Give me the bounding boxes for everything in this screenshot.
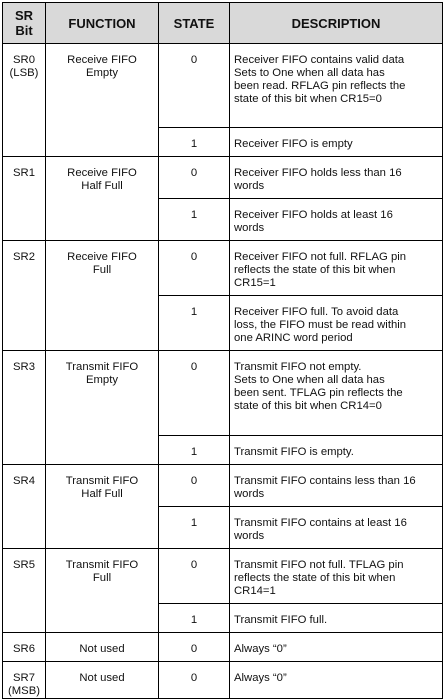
function-cell: [46, 157, 159, 241]
function-label: Receive FIFO: [67, 167, 137, 179]
description-line: Transmit FIFO not empty.: [234, 361, 362, 373]
table-row: [3, 241, 443, 296]
header-sr-bit-line2: Bit: [15, 23, 33, 38]
description-cell: [230, 128, 443, 157]
description-line: words: [234, 530, 265, 542]
description-line: state of this bit when CR15=0: [234, 93, 382, 105]
description-cell: [230, 549, 443, 604]
function-label: Empty: [85, 67, 118, 79]
description-line: Transmit FIFO full.: [234, 614, 328, 626]
description-cell: [230, 241, 443, 296]
header-description: DESCRIPTION: [230, 3, 443, 44]
sr-bit-cell: [3, 465, 46, 549]
function-label: Not used: [79, 672, 125, 684]
function-label: Receive FIFO: [67, 251, 137, 263]
header-sr-bit: [3, 3, 46, 44]
description-cell: [230, 633, 443, 662]
sr-bit-label: SR6: [13, 643, 35, 655]
state-cell: 1: [159, 436, 230, 465]
description-cell: [230, 44, 443, 128]
sr-bit-label: SR2: [13, 251, 35, 263]
table-row: [3, 633, 443, 662]
state-cell: 1: [159, 128, 230, 157]
sr-bit-cell: [3, 351, 46, 465]
sr-bit-cell: [3, 549, 46, 633]
description-line: Always “0”: [234, 672, 287, 684]
table-header-row: [3, 3, 443, 44]
state-cell: 0: [159, 241, 230, 296]
state-cell: 1: [159, 296, 230, 351]
description-line: Transmit FIFO contains less than 16: [234, 475, 416, 487]
sr-bit-cell: [3, 241, 46, 351]
sr-bit-label: SR0: [13, 54, 35, 66]
state-cell: 0: [159, 549, 230, 604]
header-sr-bit-line1: SR: [14, 8, 34, 23]
description-line: loss, the FIFO must be read within: [234, 319, 407, 331]
table-row: [3, 662, 443, 699]
description-cell: [230, 436, 443, 465]
description-line: words: [234, 222, 265, 234]
description-cell: [230, 199, 443, 241]
state-cell: 0: [159, 633, 230, 662]
function-label: Full: [92, 264, 112, 276]
description-line: Sets to One when all data has: [234, 67, 385, 79]
description-line: Always “0”: [234, 643, 287, 655]
function-cell: [46, 633, 159, 662]
description-line: CR14=1: [234, 585, 276, 597]
state-cell: 0: [159, 662, 230, 699]
description-cell: [230, 604, 443, 633]
function-label: Transmit FIFO: [65, 559, 139, 571]
description-line: Transmit FIFO is empty.: [234, 446, 354, 458]
sr-bit-label: SR1: [13, 167, 35, 179]
description-line: Receiver FIFO holds less than 16: [234, 167, 402, 179]
function-label: Transmit FIFO: [65, 475, 139, 487]
table-row: [3, 465, 443, 507]
description-line: words: [234, 488, 265, 500]
state-cell: 0: [159, 157, 230, 199]
function-cell: [46, 351, 159, 465]
sr-bit-cell: [3, 662, 46, 699]
description-line: been sent. TFLAG pin reflects the: [234, 387, 403, 399]
function-cell: [46, 662, 159, 699]
table-row: [3, 351, 443, 436]
description-line: words: [234, 180, 265, 192]
sr-bit-label: SR5: [13, 559, 35, 571]
sr-bit-cell: [3, 157, 46, 241]
description-cell: [230, 662, 443, 699]
function-label: Receive FIFO: [67, 54, 137, 66]
sr-bit-label: SR4: [13, 475, 35, 487]
table-body: [3, 44, 443, 699]
table-row: [3, 44, 443, 128]
description-line: state of this bit when CR14=0: [234, 400, 382, 412]
sr-bit-cell: [3, 633, 46, 662]
description-line: Receiver FIFO contains valid data: [234, 54, 405, 66]
description-line: reflects the state of this bit when: [234, 572, 396, 584]
function-cell: [46, 549, 159, 633]
description-line: Transmit FIFO not full. TFLAG pin: [234, 559, 404, 571]
header-function: FUNCTION: [46, 3, 159, 44]
table-row: [3, 549, 443, 604]
sr-bit-cell: [3, 44, 46, 157]
description-cell: [230, 507, 443, 549]
function-label: Empty: [85, 374, 118, 386]
description-cell: [230, 351, 443, 436]
description-cell: [230, 296, 443, 351]
sr-bit-label: SR7: [13, 672, 35, 684]
function-label: Half Full: [81, 180, 123, 192]
function-label: Full: [92, 572, 112, 584]
header-state: STATE: [159, 3, 230, 44]
state-cell: 1: [159, 507, 230, 549]
function-cell: [46, 241, 159, 351]
function-cell: [46, 44, 159, 157]
description-line: reflects the state of this bit when: [234, 264, 396, 276]
description-line: Receiver FIFO is empty: [234, 138, 353, 150]
description-line: Sets to One when all data has: [234, 374, 385, 386]
description-line: one ARINC word period: [234, 332, 353, 344]
sr-bit-label: SR3: [13, 361, 35, 373]
state-cell: 1: [159, 199, 230, 241]
status-register-table: [2, 2, 443, 699]
description-line: CR15=1: [234, 277, 276, 289]
description-line: Receiver FIFO full. To avoid data: [234, 306, 399, 318]
description-line: Receiver FIFO holds at least 16: [234, 209, 393, 221]
function-cell: [46, 465, 159, 549]
description-cell: [230, 157, 443, 199]
description-line: Transmit FIFO contains at least 16: [234, 517, 407, 529]
sr-bit-label: (LSB): [9, 67, 39, 79]
description-line: Receiver FIFO not full. RFLAG pin: [234, 251, 407, 263]
state-cell: 1: [159, 604, 230, 633]
description-cell: [230, 465, 443, 507]
state-cell: 0: [159, 465, 230, 507]
description-line: been read. RFLAG pin reflects the: [234, 80, 406, 92]
function-label: Half Full: [81, 488, 123, 500]
state-cell: 0: [159, 44, 230, 128]
function-label: Not used: [79, 643, 125, 655]
function-label: Transmit FIFO: [65, 361, 139, 373]
table-row: [3, 157, 443, 199]
state-cell: 0: [159, 351, 230, 436]
sr-bit-label: (MSB): [7, 685, 40, 697]
